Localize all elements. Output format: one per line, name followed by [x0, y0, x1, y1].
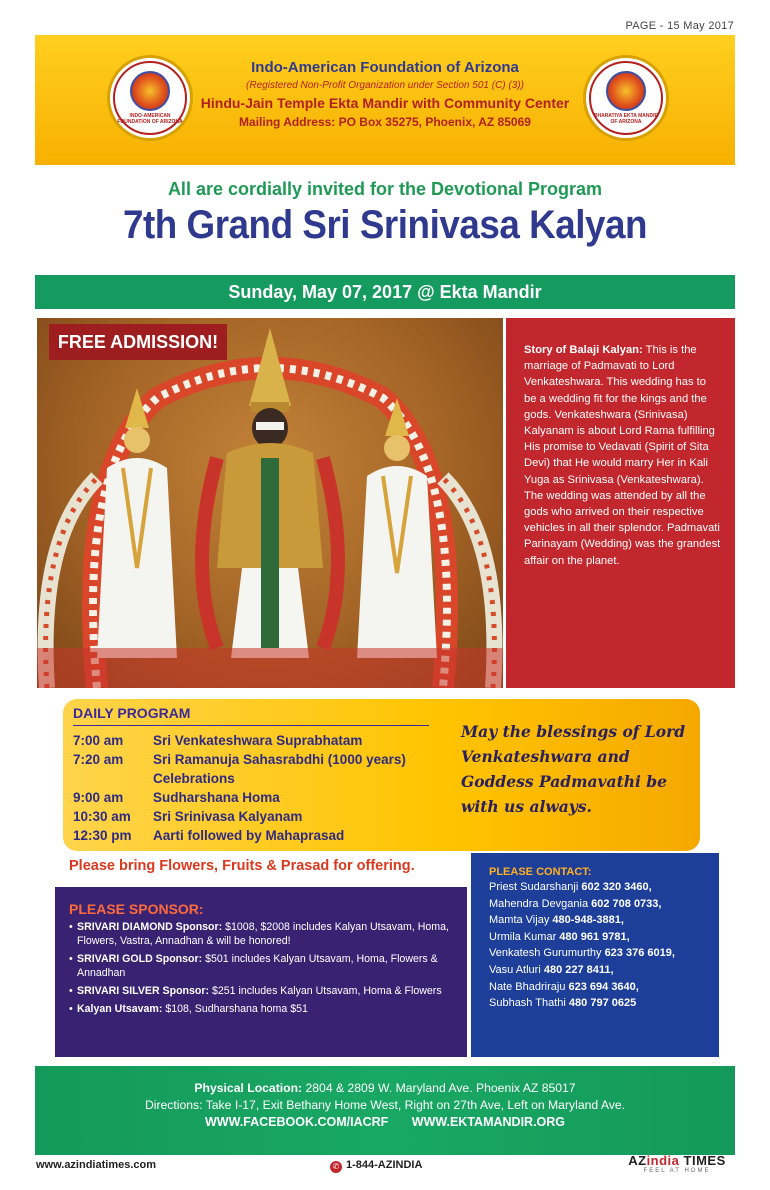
program-time: 12:30 pm: [73, 828, 132, 843]
daily-program-heading: DAILY PROGRAM: [73, 705, 191, 721]
directions-line: Directions: Take I-17, Exit Bethany Home West, Right on 27th Ave, Left on Maryland Ave.: [144, 1098, 626, 1112]
site-link[interactable]: www.azindiatimes.com: [36, 1159, 157, 1171]
sponsor-details: $251 includes Kalyan Utsavam, Homa & Flowers: [209, 985, 442, 997]
location-line: [35, 1080, 735, 1097]
registration-note: (Registered Non-Profit Organization under Section 501 (C) (3)): [246, 80, 524, 91]
website-link[interactable]: WWW.EKTAMANDIR.ORG: [411, 1115, 566, 1129]
brand-az: AZ: [628, 1153, 647, 1168]
program-time: 9:00 am: [73, 790, 124, 805]
deity-emblem-icon: [606, 71, 646, 111]
story-panel: [506, 318, 735, 688]
contact-row: [489, 879, 709, 896]
mailing-address: Mailing Address: PO Box 35275, Phoenix, AZ 85069: [239, 115, 531, 129]
program-desc: Aarti followed by Mahaprasad: [153, 828, 345, 843]
story-body: This is the marriage of Padmavati to Lord Venkateshwara. This wedding has to be a wedding fit for the kings and the gods. Venkateshwara (Srinivasa) Kalyanam is about Lord Rama fulfilling His promise to Vedavati (Spirit of Sita Devi) that He would marry Her in Kali Yuga as Srinivasa (Venkateshwara). The wedding was attended by all the gods who arrived on their respective vehicles in all their splendor. Padmavati Parinayam (Wedding) was the grandest affair on the planet.: [524, 344, 721, 567]
program-time: 7:20 am: [73, 752, 124, 767]
org-name: Indo-American Foundation of Arizona: [251, 59, 519, 76]
contact-row: [489, 962, 709, 979]
date-band: Sunday, May 07, 2017 @ Ekta Mandir: [35, 275, 735, 309]
brand-wordmark: [622, 1153, 732, 1168]
deity-illustration: [37, 318, 503, 688]
program-row: [73, 750, 433, 788]
contact-name: Priest Sudarshanji: [489, 881, 582, 893]
invite-line: All are cordially invited for the Devotional Program: [167, 179, 603, 199]
contact-phone: 480 961 9781,: [559, 930, 630, 943]
brand-times: TIMES: [683, 1153, 726, 1168]
program-row: [73, 731, 433, 750]
sponsor-details: $108, Sudharshana homa $51: [162, 1003, 308, 1015]
heading-divider: [73, 725, 429, 726]
program-row: [73, 788, 433, 807]
sponsor-details: $1008, $2008 includes Kalyan Utsavam, Homa, Flowers, Vastra, Annadhan & will be honored!: [77, 921, 449, 947]
contact-name: Subhash Thathi: [489, 997, 569, 1010]
contact-name: Mamta Vijay: [489, 914, 553, 927]
contact-row: [489, 912, 709, 929]
program-list: [73, 731, 433, 845]
program-time: 7:00 am: [73, 733, 124, 748]
program-time: 10:30 am: [73, 809, 131, 824]
publication-phone: [330, 1159, 422, 1173]
phone-icon: ✆: [330, 1161, 342, 1173]
contact-name: Mahendra Devgania: [489, 897, 592, 910]
free-admission-badge: FREE ADMISSION!: [49, 324, 227, 360]
sponsor-heading: PLEASE SPONSOR:: [69, 901, 204, 917]
location-address: 2804 & 2809 W. Maryland Ave. Phoenix AZ 85017: [302, 1081, 576, 1095]
header-text: [195, 59, 575, 129]
contact-row: [489, 995, 709, 1012]
azindia-times-logo: [622, 1153, 732, 1174]
contact-name: Urmila Kumar: [489, 930, 560, 943]
mandir-seal-logo: [583, 55, 669, 141]
contact-phone: 602 320 3460,: [581, 881, 652, 893]
sponsor-list: [69, 920, 457, 1016]
contact-box: [471, 853, 719, 1057]
event-title: 7th Grand Sri Srinivasa Kalyan: [122, 203, 648, 247]
location-label: Physical Location:: [194, 1081, 303, 1095]
sponsor-tier: SRIVARI SILVER Sponsor:: [77, 985, 210, 997]
sponsor-item: [69, 1002, 457, 1016]
brand-india: india: [646, 1153, 680, 1168]
flyer: [35, 35, 735, 1155]
sponsor-tier: Kalyan Utsavam:: [77, 1003, 163, 1015]
contact-phone: 480 797 0625: [568, 997, 637, 1010]
program-desc: Sri Venkateshwara Suprabhatam: [153, 733, 363, 748]
contact-row: [489, 896, 709, 913]
seal-text: BHARATIYA EKTA MANDIR OF ARIZONA: [593, 113, 659, 125]
contact-phone: 480 227 8411,: [543, 963, 614, 976]
contact-name: Venkatesh Gurumurthy: [489, 947, 605, 960]
brand-tagline: FEEL AT HOME: [643, 1168, 711, 1174]
sponsor-item: [69, 920, 457, 948]
seal-ring: [113, 61, 187, 135]
seal-text: INDO-AMERICAN FOUNDATION OF ARIZONA: [117, 113, 183, 125]
contact-row: [489, 929, 709, 946]
contact-phone: 602 708 0733,: [591, 897, 662, 910]
contact-row: [489, 979, 709, 996]
contact-heading: PLEASE CONTACT:: [489, 866, 592, 878]
sponsor-tier: SRIVARI DIAMOND Sponsor:: [77, 921, 223, 933]
offering-note: Please bring Flowers, Fruits & Prasad for offering.: [69, 858, 415, 874]
foundation-seal-logo: [107, 55, 193, 141]
program-desc: Sudharshana Homa: [153, 790, 280, 805]
contact-phone: 480-948-3881,: [552, 914, 624, 927]
seal-ring: [589, 61, 663, 135]
phone-number: 1-844-AZINDIA: [346, 1159, 423, 1171]
contact-name: Vasu Atluri: [489, 963, 544, 976]
program-desc: Sri Srinivasa Kalyanam: [153, 809, 303, 824]
footer-links: [35, 1115, 735, 1129]
contact-name: Nate Bhadriraju: [489, 980, 569, 993]
sponsor-box: [55, 887, 467, 1057]
contact-phone: 623 694 3640,: [568, 980, 639, 993]
contact-row: [489, 945, 709, 962]
footer-band: [35, 1066, 735, 1155]
contact-phone: 623 376 6019,: [604, 947, 675, 960]
sponsor-details: $501 includes Kalyan Utsavam, Homa, Flowers & Annadhan: [77, 953, 438, 979]
program-desc: Sri Ramanuja Sahasrabdhi (1000 years) Celebrations: [153, 752, 406, 786]
page-header: PAGE - 15 May 2017: [625, 20, 734, 32]
sponsor-item: [69, 984, 457, 998]
header-band: [35, 35, 735, 165]
sponsor-item: [69, 952, 457, 980]
lamp-emblem-icon: [130, 71, 170, 111]
story-lead: Story of Balaji Kalyan:: [524, 344, 643, 356]
blessing-text: May the blessings of Lord Venkateshwara and Goddess Padmavathi be with us always.: [461, 722, 686, 816]
temple-name: Hindu-Jain Temple Ekta Mandir with Community Center: [200, 95, 570, 111]
program-row: [73, 807, 433, 826]
daily-program-box: [63, 699, 700, 851]
deity-image: [37, 318, 503, 688]
facebook-link[interactable]: WWW.FACEBOOK.COM/IACRF: [204, 1115, 389, 1129]
publication-footer: [0, 1153, 770, 1179]
program-row: [73, 826, 433, 845]
sponsor-tier: SRIVARI GOLD Sponsor:: [77, 953, 203, 965]
